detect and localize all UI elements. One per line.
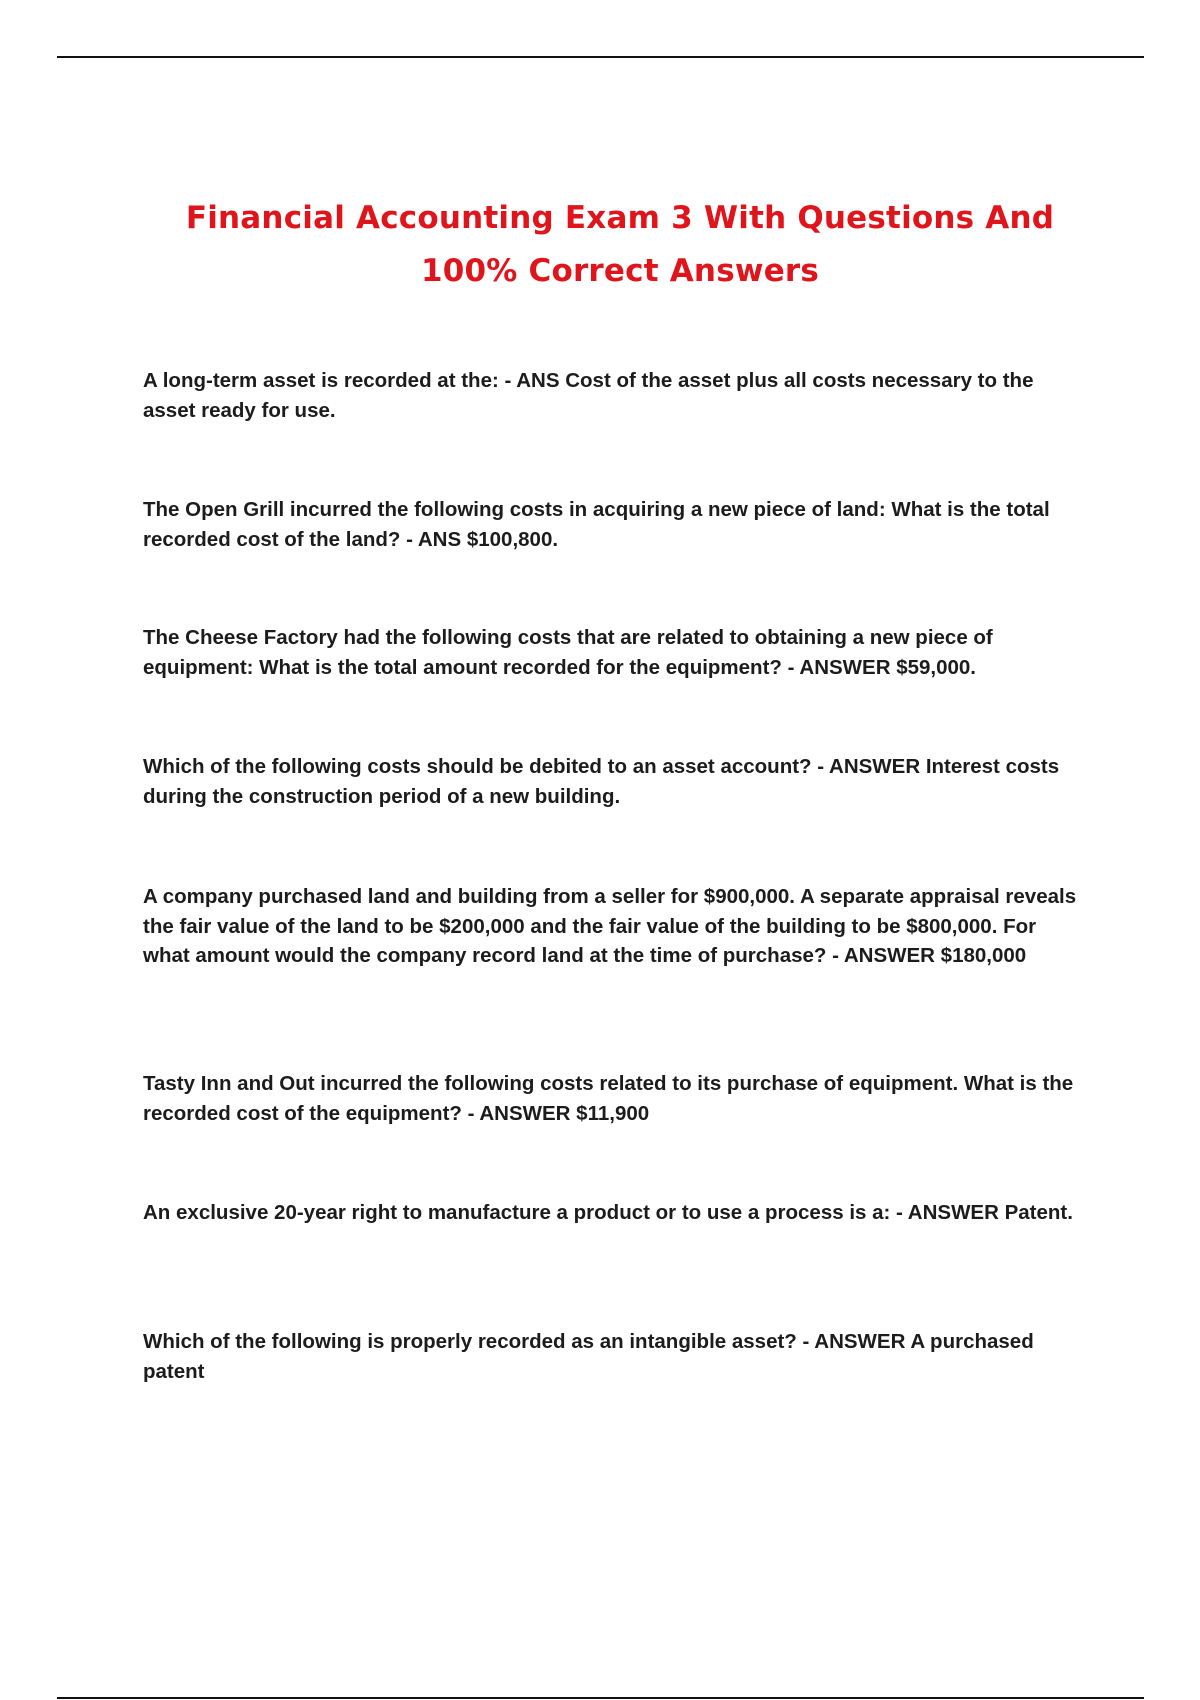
qa-item-1: A long-term asset is recorded at the: - ANS Cost of the asset plus all costs necessary to the asset ready for use. [143, 369, 1034, 422]
qa-item-3: The Cheese Factory had the following costs that are related to obtaining a new piece of equipment: What is the total amount recorded for the equipment? - ANSWER $59,000. [143, 626, 993, 679]
top-rule [57, 56, 1144, 58]
qa-item-5: A company purchased land and building from a seller for $900,000. A separate appraisal reveals the fair value of the land to be $200,000 and the fair value of the building to be $800,000. For what amount would the company record land at the time of purchase? - ANSWER $180,000 [143, 885, 1077, 967]
qa-item-4: Which of the following costs should be debited to an asset account? - ANSWER Interest costs during the construction period of a new building. [143, 755, 1060, 808]
bottom-rule [57, 1697, 1144, 1699]
qa-item-7: An exclusive 20-year right to manufacture a product or to use a process is a: - ANSWER Patent. [143, 1201, 1073, 1224]
qa-item-2: The Open Grill incurred the following costs in acquiring a new piece of land: What is the total recorded cost of the land? - ANS $100,800. [143, 498, 1050, 551]
qa-item-6: Tasty Inn and Out incurred the following costs related to its purchase of equipment. What is the recorded cost of the equipment? - ANSWER $11,900 [143, 1072, 1074, 1125]
document-title: Financial Accounting Exam 3 With Questions And 100% Correct Answers [185, 200, 1055, 289]
qa-item-8: Which of the following is properly recorded as an intangible asset? - ANSWER A purchased patent [143, 1330, 1034, 1383]
